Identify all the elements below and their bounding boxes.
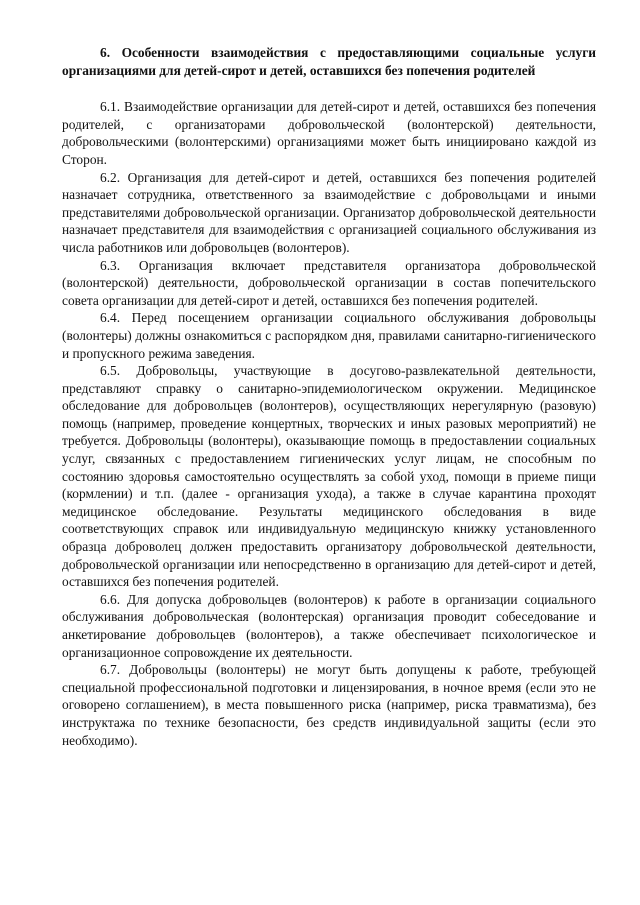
paragraph-6-2: 6.2. Организация для детей-сирот и детей, оставшихся без попечения родителей назначает сотрудника, ответственного за взаимодействие с добровольцами и иными представителями добровольческой организации. Организатор добровольческой деятельности назначает представителя для взаимодействия с организацией социального обслуживания из числа работников или добровольцев (волонтеров). [62,169,596,255]
paragraph-6-1: 6.1. Взаимодействие организации для детей-сирот и детей, оставшихся без попечения родителей, с организаторами добровольческой (волонтерской) деятельности, добровольческими (волонтерскими) организациями может быть инициировано каждой из Сторон. [62,99,596,167]
paragraph-6-7: 6.7. Добровольцы (волонтеры) не могут быть допущены к работе, требующей специальной профессиональной подготовки и лицензирования, в ночное время (если это не оговорено соглашением), в места повышенного риска (например, риска травматизма), без инструктажа по технике безопасности, без средств индивидуальной защиты (если это необходимо). [62,662,596,748]
paragraph-6-3: 6.3. Организация включает представителя организатора добровольческой (волонтерской) деятельности, добровольческой организации в состав попечительского совета организации для детей-сирот и детей, оставшихся без попечения родителей. [62,257,596,308]
section-heading: 6. Особенности взаимодействия с предоставляющими социальные услуги организациями для детей-сирот и детей, оставшихся без попечения родителей [62,45,596,78]
paragraph-6-5: 6.5. Добровольцы, участвующие в досугово-развлекательной деятельности, представляют справку о санитарно-эпидемиологическом окружении. Медицинское обследование для добровольцев (волонтеров), осуществляющих нерегулярную (разовую) помощь (например, проведение концертных, творческих и иных разовых мероприятий) не требуется. Добровольцы (волонтеры), оказывающие помощь в предоставлении социальных услуг, связанных с предоставлением гигиенических услуг лицам, не способным по состоянию здоровья самостоятельно осуществлять за собой уход, помощи в приеме пищи (кормлении) и т.п. (далее - организация ухода), а также в случае карантина проходят медицинское обследование. Результаты медицинского обследования в виде соответствующих справок или индивидуальную медицинскую книжку установленного образца доброволец должен предоставить организатору добровольческой деятельности, добровольческой организации или непосредственно в организацию для детей-сирот и детей, оставшихся без попечения родителей. [62,363,596,590]
paragraph-6-4: 6.4. Перед посещением организации социального обслуживания добровольцы (волонтеры) должны ознакомиться с распорядком дня, правилами санитарно-гигиенического и пропускного режима заведения. [62,310,596,361]
document-body [62,44,596,749]
paragraph-6-6: 6.6. Для допуска добровольцев (волонтеров) к работе в организации социального обслуживания добровольческая (волонтерская) организация проводит собеседование и анкетирование добровольцев (волонтеров), а также обеспечивает психологическое и организационное сопровождение их деятельности. [62,591,596,660]
